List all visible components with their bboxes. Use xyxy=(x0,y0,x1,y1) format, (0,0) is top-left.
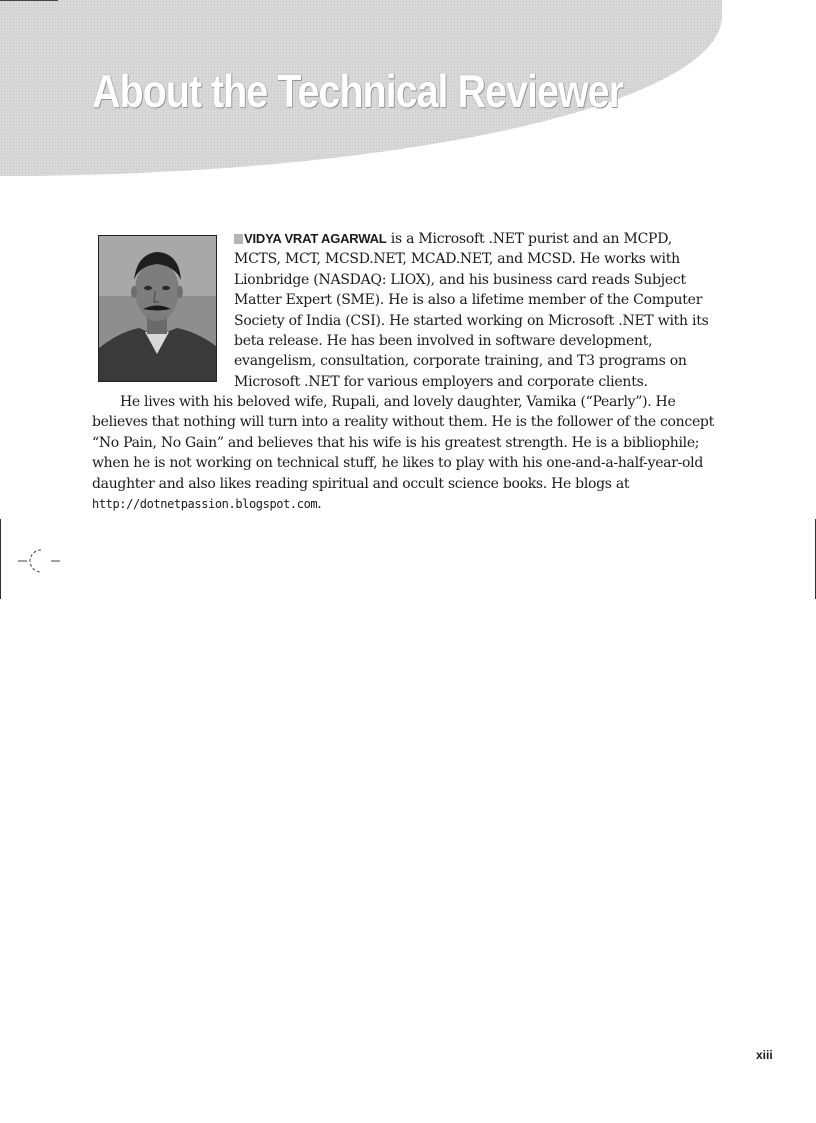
bio-body-end: . xyxy=(317,496,322,513)
blog-url-link[interactable]: http://dotnetpassion.blogspot.com xyxy=(92,497,318,512)
page-number: xiii xyxy=(756,1048,773,1062)
bio-intro-text: is a Microsoft .NET purist and an MCPD, MCTS, MCT, MCSD.NET, MCAD.NET, and MCSD. He works with Lionbridge (NASDAQ: LIOX), and his business card reads Subject Matter Expert (SME). He is also a lifetime member of the Computer Society of India (CSI). He started working on Microsoft .NET with its beta release. He has been involved in software development, evangelism, consultation, corporate training, and T3 programs on Microsoft .NET for various employers and corporate clients. xyxy=(234,231,709,390)
portrait-photo-icon xyxy=(99,236,216,381)
crop-mark-icon xyxy=(18,548,64,574)
left-margin-rule xyxy=(0,519,1,599)
reviewer-photo xyxy=(98,235,217,382)
bio-body-text: He lives with his beloved wife, Rupali, and lovely daughter, Vamika (“Pearly”). He believes that nothing will turn into a reality without them. He is the follower of the concept “No Pain, No Gain” and believes that his wife is his greatest strength. He is a bibliophile; when he is not working on technical stuff, he likes to play with his one-and-a-half-year-old daughter and also likes reading spiritual and occult science books. He blogs at xyxy=(92,394,714,492)
corner-rule xyxy=(0,0,58,1)
bio-intro-paragraph xyxy=(234,229,714,392)
reviewer-name: VIDYA VRAT AGARWAL xyxy=(244,231,387,246)
bullet-marker-icon xyxy=(234,234,243,244)
page-title: About the Technical Reviewer xyxy=(92,65,623,117)
bio-body-paragraph xyxy=(92,392,714,514)
